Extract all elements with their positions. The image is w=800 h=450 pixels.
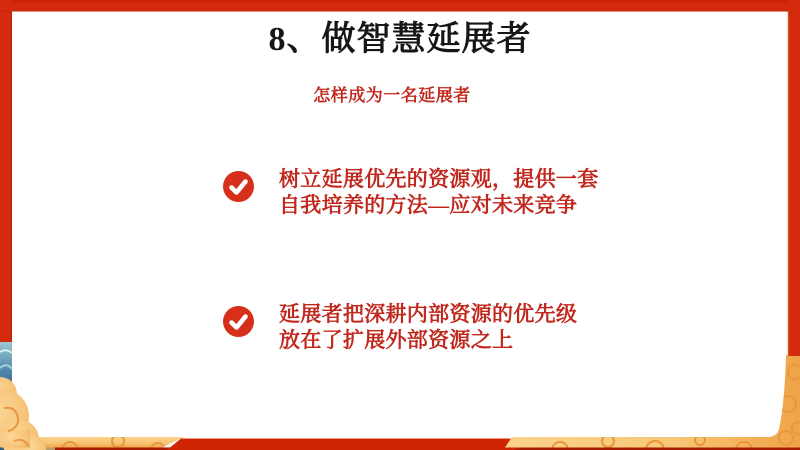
bullet-2-line-2: 放在了扩展外部资源之上 — [279, 328, 514, 352]
gold-swirls-left-band — [62, 435, 165, 450]
bullet-1-line-2: 自我培养的方法—应对未来竞争 — [279, 193, 578, 217]
bullet-text-2 — [279, 301, 577, 353]
left-blue-art-strip — [0, 338, 12, 448]
gold-swirls-right — [552, 365, 800, 450]
bottom-red-strip — [167, 439, 522, 450]
gold-band-bottom-left — [0, 437, 184, 448]
bullet-item-1 — [223, 166, 599, 218]
bullet-text-1 — [279, 166, 599, 218]
cloud-decoration-bottom-left — [0, 377, 46, 450]
bullet-item-2 — [223, 301, 577, 353]
bullet-1-line-1: 树立延展优先的资源观，提供一套 — [279, 167, 599, 191]
bullet-2-line-1: 延展者把深耕内部资源的优先级 — [279, 302, 578, 326]
slide-subtitle: 怎样成为一名延展者 — [313, 86, 471, 105]
slide-title: 8、做智慧延展者 — [268, 21, 532, 58]
slide-border-top — [0, 0, 800, 12]
check-circle-icon — [223, 171, 254, 202]
gold-border-bottom-right — [505, 355, 800, 448]
check-circle-icon — [223, 306, 254, 337]
